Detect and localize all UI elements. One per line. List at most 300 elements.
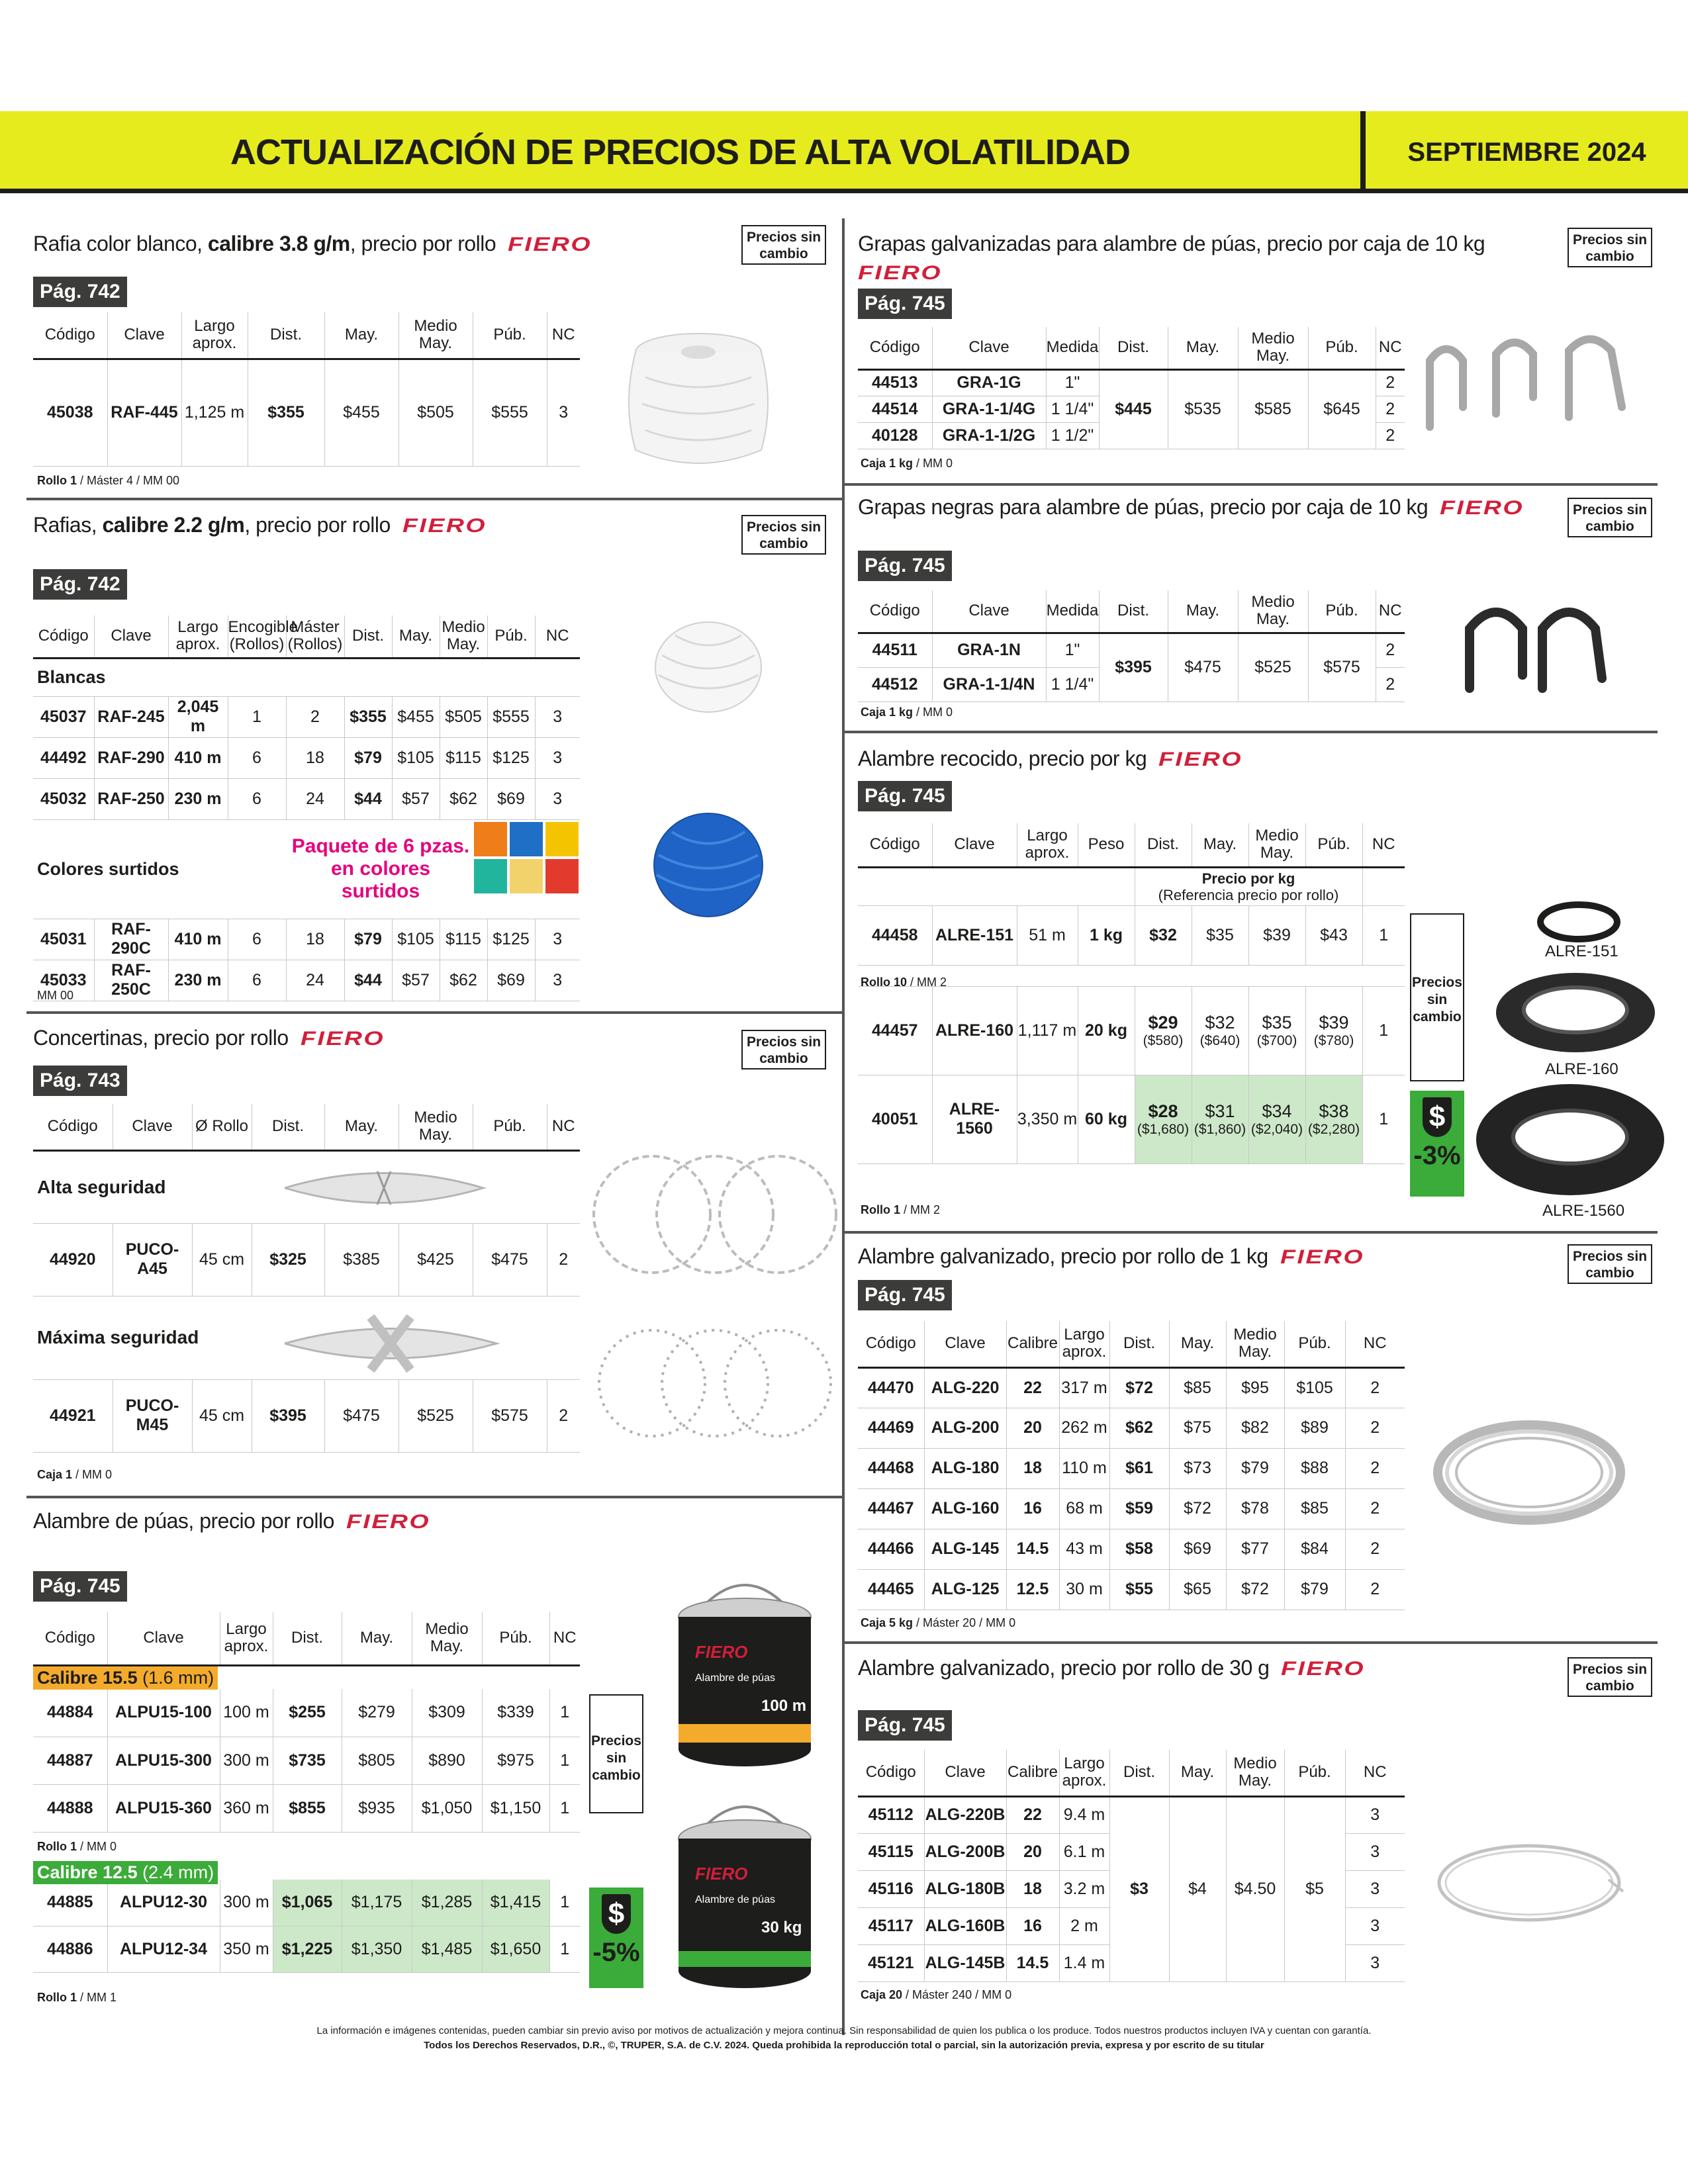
table-cell: 317 m (1059, 1367, 1109, 1408)
table-row (33, 696, 580, 737)
table-cell: 2 (1376, 396, 1405, 422)
table-row (33, 737, 580, 778)
table-cell: RAF-290C (94, 919, 168, 960)
table-cell: $475 (473, 1223, 547, 1296)
column-header: Medio May. (1226, 1750, 1284, 1796)
table-cell: $855 (273, 1784, 342, 1832)
column-header: Púb. (1308, 590, 1376, 633)
column-header: May. (1169, 1750, 1226, 1796)
table-cell: $62 (1109, 1408, 1169, 1448)
fiero-logo: FIERO (402, 515, 487, 537)
table-cell: 45112 (858, 1796, 924, 1833)
price-value: $28 (1148, 1101, 1178, 1121)
table-cell: $61 (1109, 1448, 1169, 1488)
roll-price-reference: ($1,680) (1137, 1121, 1190, 1137)
column-header: Púb. (473, 312, 547, 359)
table-row (858, 633, 1405, 667)
table-cell: 18 (286, 737, 344, 778)
table-cell: 1 (228, 696, 286, 737)
group-label-colores: Colores surtidos (33, 819, 286, 919)
table-cell: 44465 (858, 1569, 924, 1610)
table-cell: ALG-220 (924, 1367, 1006, 1408)
table-cell: $125 (487, 919, 535, 960)
table-cell: 1" (1046, 633, 1099, 667)
annealed-wire-160-image (1489, 966, 1662, 1059)
price-cell: $5 (1284, 1796, 1345, 1981)
table-cell: 44512 (858, 667, 932, 702)
column-header: Dist. (1099, 590, 1168, 633)
section-title-grapas-neg: Grapas negras para alambre de púas, precio por caja de 10 kg FIERO (858, 495, 1524, 519)
table-cell: $105 (392, 919, 440, 960)
table-header-row (858, 327, 1405, 369)
table-cell: 24 (286, 778, 344, 819)
table-cell: 1 (1362, 986, 1405, 1075)
table-row (33, 1926, 580, 1972)
table-cell: $1,485 (412, 1926, 482, 1972)
table-row (33, 919, 580, 960)
price-cell (1305, 1075, 1362, 1163)
table-cell: 2 (1376, 369, 1405, 396)
price-cell: $395 (1099, 633, 1168, 702)
table-row (858, 1367, 1405, 1408)
pkg-size: 30 kg (761, 1919, 802, 1936)
table-cell: 18 (286, 919, 344, 960)
calibre-15-label: Calibre 15.5 (1.6 mm) (33, 1666, 218, 1690)
page-reference: Pág. 745 (858, 1710, 952, 1741)
table-cell: 45 cm (192, 1379, 252, 1452)
packaging-note: Caja 1 kg / MM 0 (861, 457, 953, 470)
column-header: Largo aprox. (220, 1612, 273, 1665)
price-value: $38 (1319, 1101, 1349, 1121)
precios-sin-cambio-badge: Precios sin cambio (589, 1694, 643, 1813)
table-cell: 51 m (1017, 905, 1078, 965)
table-row (858, 1075, 1405, 1163)
table-cell: 262 m (1059, 1408, 1109, 1448)
table-cell: ALG-125 (924, 1569, 1006, 1610)
table-cell: 45 cm (192, 1223, 252, 1296)
table-cell: 44886 (33, 1926, 107, 1972)
column-header: Dist. (1099, 327, 1168, 369)
concertina-alta-sample-image (278, 1158, 490, 1218)
packaging-note: Caja 1 / MM 0 (37, 1468, 113, 1481)
table-cell: 3,350 m (1017, 1075, 1078, 1163)
table-cell: $475 (324, 1379, 399, 1452)
table-cell: $84 (1284, 1529, 1345, 1569)
table-cell: 16 (1006, 1907, 1059, 1944)
section-divider (26, 498, 842, 500)
table-row (33, 960, 580, 1001)
column-header: Dist. (248, 312, 324, 359)
column-header: Largo aprox. (1059, 1750, 1109, 1796)
column-header: Largo aprox. (1059, 1321, 1109, 1367)
packaging-note: Caja 5 kg / Máster 20 / MM 0 (861, 1616, 1016, 1629)
table-cell: $1,225 (273, 1926, 342, 1972)
column-header: Dist. (1109, 1750, 1169, 1796)
table-cell: $505 (399, 359, 473, 466)
discount-badge: $ -5% (589, 1888, 643, 1988)
price-cell: $645 (1308, 369, 1376, 449)
column-header: Dist. (273, 1612, 342, 1665)
roll-price-reference: ($580) (1143, 1032, 1184, 1048)
product-caption: ALRE-1560 (1542, 1202, 1625, 1220)
table-cell: 44470 (858, 1367, 924, 1408)
fiero-logo: FIERO (508, 234, 592, 255)
column-header: Código (858, 1321, 924, 1367)
table-cell: $35 (1192, 905, 1248, 965)
table-cell: 2 (1345, 1488, 1405, 1529)
table-cell: 12.5 (1006, 1569, 1059, 1610)
table-cell: 45115 (858, 1833, 924, 1870)
table-row (858, 986, 1405, 1075)
table-cell: 9.4 m (1059, 1796, 1109, 1833)
price-per-kg-subheader: Precio por kg (Referencia precio por rollo) (1135, 867, 1362, 905)
price-table-concertinas (33, 1104, 580, 1453)
table-cell: GRA-1-1/4G (932, 396, 1046, 422)
table-cell: 3 (1345, 1796, 1405, 1833)
section-divider (842, 1641, 1658, 1644)
table-header-row (33, 615, 580, 658)
price-cell: $585 (1238, 369, 1308, 449)
table-cell: $425 (399, 1223, 473, 1296)
column-header: Clave (932, 823, 1017, 867)
table-cell: 1 (1362, 905, 1405, 965)
roll-price-reference: ($640) (1199, 1032, 1241, 1048)
column-header: Calibre (1006, 1321, 1059, 1367)
packaging-note: Caja 1 kg / MM 0 (861, 705, 953, 719)
column-header: May. (324, 1104, 399, 1150)
table-header-row (858, 823, 1405, 867)
column-header: Clave (924, 1750, 1006, 1796)
fiero-logo: FIERO (1281, 1658, 1366, 1680)
table-cell: $355 (248, 359, 324, 466)
footer-disclaimer: La información e imágenes contenidas, pueden cambiar sin previo aviso por motivos de actualización y mejora continua. Sin responsabilidad de quien los publica o los produce. Todos nuestros productos incluyen IVA y cuentan con garantía. (316, 2025, 1372, 2036)
table-cell: 40051 (858, 1075, 932, 1163)
table-cell: 1 kg (1078, 905, 1135, 965)
price-value: $35 (1262, 1012, 1292, 1032)
table-row (33, 1379, 580, 1452)
table-cell: $44 (344, 778, 392, 819)
table-cell: $975 (482, 1737, 549, 1784)
table-cell: $385 (324, 1223, 399, 1296)
section-title-rafias: Rafias, calibre 2.2 g/m, precio por rollo FIERO (33, 513, 487, 537)
table-cell: ALG-145 (924, 1529, 1006, 1569)
table-row (33, 1737, 580, 1784)
table-cell: $72 (1226, 1569, 1284, 1610)
table-cell: RAF-245 (94, 696, 168, 737)
page-reference: Pág. 742 (33, 569, 127, 600)
column-header: Calibre (1006, 1750, 1059, 1796)
table-cell: $1,415 (482, 1880, 549, 1926)
precios-sin-cambio-badge: Precios sin cambio (1568, 498, 1652, 537)
rafia-blue-ball-image (649, 809, 768, 921)
page-reference: Pág. 745 (858, 1280, 952, 1310)
page-reference: Pág. 742 (33, 277, 127, 307)
table-cell: 1 1/4" (1046, 396, 1099, 422)
column-header: Clave (94, 615, 168, 658)
table-cell: 45033 (33, 960, 94, 1001)
packaging-note: Rollo 1 / MM 1 (37, 1991, 117, 2004)
table-cell: ALG-180B (924, 1870, 1006, 1907)
section-divider (842, 1231, 1658, 1234)
table-cell: 300 m (220, 1737, 273, 1784)
column-divider (842, 218, 845, 2035)
pkg-brand: FIERO (695, 1864, 748, 1884)
table-cell: 44457 (858, 986, 932, 1075)
table-cell: 3 (535, 696, 580, 737)
column-header: Medio May. (412, 1612, 482, 1665)
table-cell: $1,650 (482, 1926, 549, 1972)
table-cell: 3 (1345, 1833, 1405, 1870)
table-cell: 18 (1006, 1448, 1059, 1488)
price-table-rafias (33, 615, 580, 1001)
calibre-12-label: Calibre 12.5 (2.4 mm) (33, 1861, 218, 1884)
table-cell: 2 (1345, 1448, 1405, 1488)
column-header: Dist. (1109, 1321, 1169, 1367)
column-header: Encogible (Rollos) (228, 615, 286, 658)
table-cell: 44492 (33, 737, 94, 778)
table-cell: ALG-160 (924, 1488, 1006, 1529)
table-cell: 44513 (858, 369, 932, 396)
table-cell: $115 (440, 919, 487, 960)
table-cell: $1,065 (273, 1880, 342, 1926)
table-cell: ALG-200 (924, 1408, 1006, 1448)
table-cell: 16 (1006, 1488, 1059, 1529)
table-cell: PUCO-A45 (113, 1223, 192, 1296)
page-title: ACTUALIZACIÓN DE PRECIOS DE ALTA VOLATILIDAD (230, 132, 1130, 172)
banner-divider (1360, 111, 1366, 193)
column-header: Clave (113, 1104, 192, 1150)
table-cell: $57 (392, 960, 440, 1001)
column-header: Púb. (1305, 823, 1362, 867)
table-cell: $32 (1135, 905, 1192, 965)
column-header: Medio May. (1238, 590, 1308, 633)
table-cell: 2 (1376, 633, 1405, 667)
table-cell: $339 (482, 1689, 549, 1737)
barbed-wire-30kg-image (669, 1787, 821, 1999)
table-cell: $69 (1169, 1529, 1226, 1569)
table-cell: $79 (1226, 1448, 1284, 1488)
table-cell: $85 (1284, 1488, 1345, 1529)
precios-sin-cambio-badge: Precios sin cambio (741, 1030, 826, 1069)
table-cell: PUCO-M45 (113, 1379, 192, 1452)
table-cell: ALPU15-300 (107, 1737, 220, 1784)
issue-date: SEPTIEMBRE 2024 (1407, 138, 1646, 167)
table-header-row (33, 1612, 580, 1665)
price-table-galv1kg (858, 1321, 1405, 1610)
table-cell: ALRE-160 (932, 986, 1017, 1075)
table-cell: $77 (1226, 1529, 1284, 1569)
column-header: Largo aprox. (181, 312, 248, 359)
annealed-wire-151-image (1536, 899, 1622, 945)
pkg-label: Alambre de púas (695, 1672, 775, 1684)
price-cell: $4 (1169, 1796, 1226, 1981)
table-cell: 3.2 m (1059, 1870, 1109, 1907)
price-table-grapas-neg (858, 590, 1405, 702)
concertina-maxima-sample-image (278, 1314, 503, 1373)
pkg-label: Alambre de púas (695, 1894, 775, 1905)
table-cell: RAF-250C (94, 960, 168, 1001)
column-header: May. (1169, 1321, 1226, 1367)
table-cell: $59 (1109, 1488, 1169, 1529)
column-header: Púb. (1284, 1321, 1345, 1367)
table-cell: 230 m (168, 778, 228, 819)
table-cell: 44920 (33, 1223, 113, 1296)
table-row (858, 1408, 1405, 1448)
table-cell: 300 m (220, 1880, 273, 1926)
table-row (858, 1569, 1405, 1610)
table-cell: 68 m (1059, 1488, 1109, 1529)
column-header: NC (1376, 590, 1405, 633)
table-cell: 2 (1345, 1569, 1405, 1610)
table-cell: $325 (252, 1223, 324, 1296)
price-value: $34 (1262, 1101, 1292, 1121)
table-cell: 230 m (168, 960, 228, 1001)
column-header: Código (858, 823, 932, 867)
column-header: Púb. (1308, 327, 1376, 369)
table-cell: 43 m (1059, 1529, 1109, 1569)
table-row (858, 1529, 1405, 1569)
table-cell: 2 (547, 1379, 580, 1452)
table-cell: ALPU12-30 (107, 1880, 220, 1926)
packaging-note: Rollo 1 / MM 2 (861, 1203, 941, 1216)
column-header: NC (1345, 1750, 1405, 1796)
table-cell: $44 (344, 960, 392, 1001)
column-header: Clave (924, 1321, 1006, 1367)
column-header: Código (858, 590, 932, 633)
table-row (33, 359, 580, 466)
price-table-galv30g (858, 1750, 1405, 1982)
price-cell: $3 (1109, 1796, 1169, 1981)
table-cell: $555 (473, 359, 547, 466)
table-cell: $58 (1109, 1529, 1169, 1569)
page-reference: Pág. 745 (858, 289, 952, 319)
table-cell: 45121 (858, 1944, 924, 1981)
table-cell: 18 (1006, 1870, 1059, 1907)
column-header: NC (535, 615, 580, 658)
column-header: Medio May. (440, 615, 487, 658)
column-header: Clave (932, 590, 1046, 633)
table-cell: 3 (535, 960, 580, 1001)
paquete-colores-label: Paquete de 6 pzas. en colores surtidos (291, 835, 470, 902)
column-header: Medida (1046, 590, 1099, 633)
price-value: $31 (1205, 1101, 1235, 1121)
table-cell: $62 (440, 960, 487, 1001)
table-cell: 44921 (33, 1379, 113, 1452)
packaging-note: Rollo 1 / MM 0 (37, 1840, 117, 1853)
column-header: Clave (932, 327, 1046, 369)
table-cell: 40128 (858, 422, 932, 449)
dollar-down-icon: $ (1423, 1097, 1452, 1137)
table-cell: 14.5 (1006, 1944, 1059, 1981)
table-cell: $525 (399, 1379, 473, 1452)
column-header: Largo aprox. (1017, 823, 1078, 867)
fiero-logo: FIERO (1440, 497, 1524, 519)
table-cell: $1,285 (412, 1880, 482, 1926)
section-title-grapas-galv: Grapas galvanizadas para alambre de púas, precio por caja de 10 kg (858, 232, 1485, 255)
table-cell: 3 (535, 778, 580, 819)
table-cell: $575 (473, 1379, 547, 1452)
table-cell: GRA-1-1/2G (932, 422, 1046, 449)
table-cell: 3 (1345, 1870, 1405, 1907)
column-header: Dist. (252, 1104, 324, 1150)
table-cell: 2 (286, 696, 344, 737)
table-cell: 2 (1376, 667, 1405, 702)
table-header-row (33, 312, 580, 359)
table-cell: $395 (252, 1379, 324, 1452)
table-cell: ALG-180 (924, 1448, 1006, 1488)
roll-price-reference: ($1,860) (1194, 1121, 1246, 1137)
packaging-note: MM 00 (37, 989, 74, 1002)
table-cell: ALRE-1560 (932, 1075, 1017, 1163)
column-header: Medio May. (399, 1104, 473, 1150)
column-header: May. (1192, 823, 1248, 867)
column-header: Púb. (482, 1612, 549, 1665)
column-header: Peso (1078, 823, 1135, 867)
price-cell (1248, 986, 1305, 1075)
table-cell: $57 (392, 778, 440, 819)
table-cell: $115 (440, 737, 487, 778)
table-row (33, 1689, 580, 1737)
roll-price-reference: ($700) (1256, 1032, 1297, 1048)
price-cell (1135, 1075, 1192, 1163)
table-cell: 100 m (220, 1689, 273, 1737)
concertina-maxima-coil-image (589, 1317, 841, 1449)
price-cell: $445 (1099, 369, 1168, 449)
column-header: Largo aprox. (168, 615, 228, 658)
table-cell: $89 (1284, 1408, 1345, 1448)
table-header-row (33, 1104, 580, 1150)
galvanized-staples-image (1417, 334, 1648, 433)
table-cell: 22 (1006, 1367, 1059, 1408)
table-cell: 60 kg (1078, 1075, 1135, 1163)
page-reference: Pág. 745 (858, 781, 952, 811)
table-cell: 2 (547, 1223, 580, 1296)
column-header: Clave (107, 1612, 220, 1665)
table-cell: 6 (228, 737, 286, 778)
column-header: Púb. (473, 1104, 547, 1150)
table-header-row (858, 1750, 1405, 1796)
table-cell: ALPU15-100 (107, 1689, 220, 1737)
packaging-note: Rollo 10 / MM 2 (861, 976, 947, 989)
table-cell: 44467 (858, 1488, 924, 1529)
column-header: Púb. (487, 615, 535, 658)
footer-copyright: Todos los Derechos Reservados, D.R., ©, TRUPER, S.A. de C.V. 2024. Queda prohibida la reproducción total o parcial, sin la autorización previa, expresa y por escrito de su titular (424, 2040, 1264, 2051)
table-cell: $62 (440, 778, 487, 819)
table-cell: GRA-1-1/4N (932, 667, 1046, 702)
dollar-down-icon: $ (602, 1894, 631, 1934)
table-cell: $88 (1284, 1448, 1345, 1488)
table-cell: GRA-1N (932, 633, 1046, 667)
table-cell: $890 (412, 1737, 482, 1784)
table-cell: $309 (412, 1689, 482, 1737)
table-cell: $255 (273, 1689, 342, 1737)
table-cell: 3 (535, 919, 580, 960)
column-header: Código (33, 615, 94, 658)
black-staples-image (1456, 596, 1622, 702)
header-banner (0, 111, 1688, 193)
table-cell: 2 (1345, 1367, 1405, 1408)
table-cell: 14.5 (1006, 1529, 1059, 1569)
table-cell: 44466 (858, 1529, 924, 1569)
table-cell: 6 (228, 919, 286, 960)
table-cell: 45116 (858, 1870, 924, 1907)
table-cell: 110 m (1059, 1448, 1109, 1488)
column-header: Código (33, 312, 107, 359)
precios-sin-cambio-badge: Precios sin cambio (741, 515, 826, 555)
column-header: Código (33, 1612, 107, 1665)
column-header: Medio May. (1226, 1321, 1284, 1367)
column-header: NC (547, 312, 580, 359)
